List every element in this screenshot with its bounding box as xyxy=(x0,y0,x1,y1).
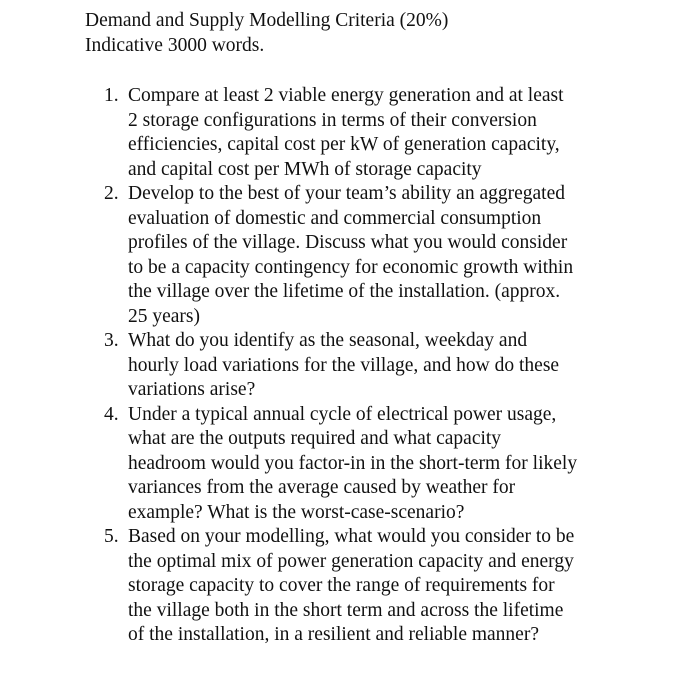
question-text-line: hourly load variations for the village, and how do these xyxy=(128,354,560,376)
question-text-line: Based on your modelling, what would you consider to be xyxy=(128,526,575,547)
question-item-4 xyxy=(0,403,700,526)
question-text-line: variations arise? xyxy=(128,379,256,400)
question-text-line: headroom would you factor-in in the short-term for likely xyxy=(128,452,578,474)
question-text-line: example? What is the worst-case-scenario? xyxy=(128,501,465,523)
question-text-line: the village both in the short term and across the lifetime xyxy=(128,599,564,621)
question-text-line: Develop to the best of your team’s ability an aggregated xyxy=(128,183,565,204)
question-item-2 xyxy=(0,182,700,329)
document-title: Demand and Supply Modelling Criteria (20%) xyxy=(85,10,449,31)
question-item-1 xyxy=(0,84,700,182)
question-text-line: 25 years) xyxy=(128,305,201,327)
question-number: 1. xyxy=(104,85,119,106)
question-text-line: of the installation, in a resilient and reliable manner? xyxy=(128,624,539,645)
question-item-5 xyxy=(0,525,700,648)
question-list xyxy=(0,84,700,648)
question-text-line: Under a typical annual cycle of electrical power usage, xyxy=(128,403,557,425)
document-header xyxy=(85,8,448,58)
document-subtitle: Indicative 3000 words. xyxy=(85,35,265,56)
question-text-line: the optimal mix of power generation capacity and energy xyxy=(128,550,574,572)
question-text-line: What do you identify as the seasonal, weekday and xyxy=(128,330,528,351)
question-item-3 xyxy=(0,329,700,403)
question-text-line: Compare at least 2 viable energy generation and at least xyxy=(128,85,564,106)
question-text-line: 2 storage configurations in terms of their conversion xyxy=(128,109,537,131)
question-text-line: efficiencies, capital cost per kW of generation capacity, xyxy=(128,134,560,155)
question-text-line: the village over the lifetime of the installation. (approx. xyxy=(128,281,561,302)
question-text-line: variances from the average caused by weather for xyxy=(128,477,516,498)
question-text-line: profiles of the village. Discuss what you would consider xyxy=(128,232,568,253)
question-text-line: what are the outputs required and what capacity xyxy=(128,428,502,449)
question-text-line: storage capacity to cover the range of requirements for xyxy=(128,575,555,596)
question-text-line: and capital cost per MWh of storage capacity xyxy=(128,158,482,180)
question-number: 4. xyxy=(104,403,119,425)
question-number: 2. xyxy=(104,183,119,204)
question-text-line: evaluation of domestic and commercial consumption xyxy=(128,207,542,229)
question-number: 3. xyxy=(104,330,119,351)
question-text-line: to be a capacity contingency for economic growth within xyxy=(128,256,574,278)
question-number: 5. xyxy=(104,526,119,547)
